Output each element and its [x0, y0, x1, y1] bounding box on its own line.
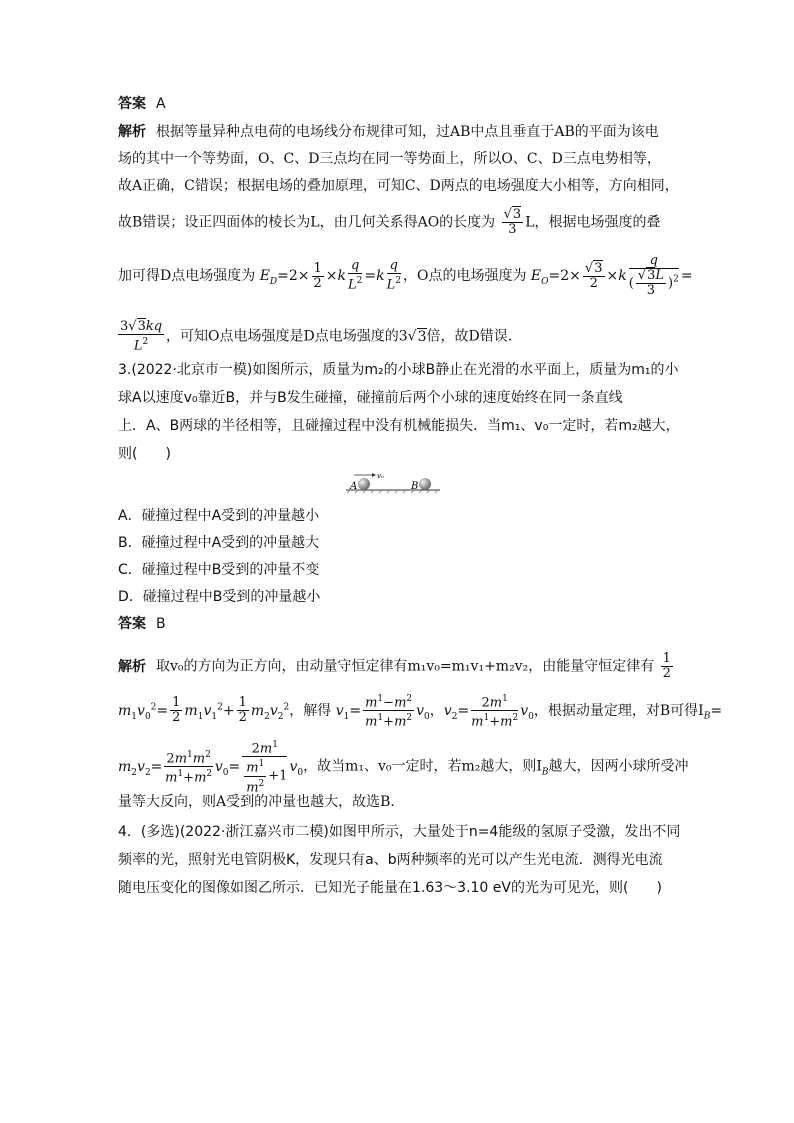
q2-analysis-line-2: 场的其中一个等势面，O、C、D三点均在同一等势面上，所以O、C、D三点电势相等，: [118, 151, 661, 167]
label-v0: v₀: [377, 472, 384, 480]
q2-analysis-line-6: $\frac{3√3kq}{L^2}$ ，可知O点电场强度是D点电场强度的3√3倍，故D错误.: [120, 319, 513, 354]
q2-analysis-line-1: 解析 根据等量异种点电荷的电场线分布规律可知，过AB中点且垂直于AB的平面为该电: [118, 124, 659, 140]
formula-energy: $m_1v_0^2=$ $\frac{1}{2}$ $m_1v_1^2+$ $\frac{1}{2}$ $m_2v_2^2$: [118, 695, 290, 726]
answer-value: A: [156, 96, 166, 112]
q2-analysis-line-3: 故A正确，C错误；根据电场的叠加原理，可知C、D两点的电场强度大小相等，方向相同，: [118, 178, 679, 194]
q2-analysis-line-5: 加可得D点电场强度为 $E_D=2\times$ $\frac{1}{2}$ ×k $\frac{q}{L^2}$ =k $\frac{q}{L^2}$ ，O点的电场强度为 $E_O=2\times$ $\frac{√3}{2}$ ×k q ( $\frac{√3L}{3}$ )$^2$ =: [118, 253, 693, 298]
analysis-label: 解析: [118, 658, 146, 675]
collision-figure: [342, 470, 442, 494]
q3-answer-line: [118, 612, 678, 636]
answer-label: 答案: [118, 96, 146, 112]
answer-label: 答案: [118, 616, 146, 632]
q3-option-a: A．碰撞过程中A受到的冲量越小: [118, 508, 320, 524]
formula-eo-result: $\frac{3√3kq}{L^2}$: [120, 319, 163, 354]
formula-ib: $m_2v_2=$ $\frac{2m^1m^2}{m^1+m^2}$ $v_0=$ $2m^1$ $\frac{m^1}{m^2}$ +1 $v_0$: [118, 740, 304, 795]
collision-diagram: [342, 470, 442, 494]
q3-stem-line-3: 上．A、B两球的半径相等，且碰撞过程中没有机械能损失．当m₁、v₀一定时，若m₂越大，: [118, 418, 680, 434]
fraction-sqrt3-over-3: $\frac{√3}{3}$: [503, 207, 522, 237]
q3-option-d: D．碰撞过程中B受到的冲量越小: [118, 589, 321, 605]
answer-value: B: [156, 616, 166, 632]
q3-stem-line-2: 球A以速度v₀靠近B，并与B发生碰撞，碰撞前后两个小球的速度始终在同一条直线: [118, 390, 623, 406]
ball-b: [419, 478, 431, 490]
q3-stem-line-4: 则( ): [118, 446, 171, 462]
q4-stem-line-3: 随电压变化的图像如图乙所示．已知光子能量在1.63～3.10 eV的光为可见光，则( ): [118, 880, 662, 896]
q2-analysis-line-4: 故B错误；设正四面体的棱长为L，由几何关系得AO的长度为 $\frac{√3}{3}$ L，根据电场强度的叠: [118, 207, 661, 237]
ball-a: [358, 478, 370, 490]
q3-analysis-line-4: 量等大反向，则A受到的冲量也越大，故选B.: [118, 794, 395, 810]
q3-analysis-line-1: 解析 取v₀的方向为正方向，由动量守恒定律有m₁v₀=m₁v₁+m₂v₂，由能量守恒定律有 $\frac{1}{2}$: [118, 651, 671, 681]
formula-eo: $E_O=2\times$ $\frac{√3}{2}$ ×k q ( $\frac{√3L}{3}$ )$^2$ =: [530, 253, 693, 298]
label-a: A: [350, 481, 358, 492]
q4-stem-line-1: 4．(多选)(2022·浙江嘉兴市二模)如图甲所示，大量处于n=4能级的氢原子受激，发出不同: [118, 824, 681, 840]
formula-v1: $v_1=$ $\frac{m^1-m^2}{m^1+m^2}$ $v_0$，$v_2=$ $\frac{2m^1}{m^1+m^2}$ $v_0$: [335, 694, 534, 730]
analysis-label: 解析: [118, 124, 146, 140]
label-b: B: [411, 481, 419, 492]
q3-analysis-line-3: $m_2v_2=$ $\frac{2m^1m^2}{m^1+m^2}$ $v_0=$ $2m^1$ $\frac{m^1}{m^2}$ +1 $v_0$，故当m₁、v₀一定时，若m₂越大，则$I_B$越大，因两小球所受冲: [118, 740, 689, 795]
q3-analysis-line-2: $m_1v_0^2=$ $\frac{1}{2}$ $m_1v_1^2+$ $\frac{1}{2}$ $m_2v_2^2$，解得 $v_1=$ $\frac{m^1-m^2}{m^1+m^2}$ $v_0$，$v_2=$ $\frac{2m^1}{m^1+m^2}$ $v_0$，根据动量定理，对B可得$I_B=$: [118, 694, 723, 730]
formula-ed: $E_D=2\times$ $\frac{1}{2}$ ×k $\frac{q}{L^2}$ =k $\frac{q}{L^2}$: [259, 258, 401, 293]
q3-stem-line-1: 3.(2022·北京市一模)如图所示，质量为m₂的小球B静止在光滑的水平面上，质量为m₁的小: [118, 362, 679, 378]
velocity-arrowhead: [372, 473, 376, 477]
q3-option-b: B．碰撞过程中A受到的冲量越大: [118, 535, 320, 551]
q2-answer-line: [118, 92, 678, 116]
q4-stem-line-2: 频率的光，照射光电管阴极K，发现只有a、b两种频率的光可以产生光电流．测得光电流: [118, 852, 663, 868]
q3-option-c: C．碰撞过程中B受到的冲量不变: [118, 562, 320, 578]
